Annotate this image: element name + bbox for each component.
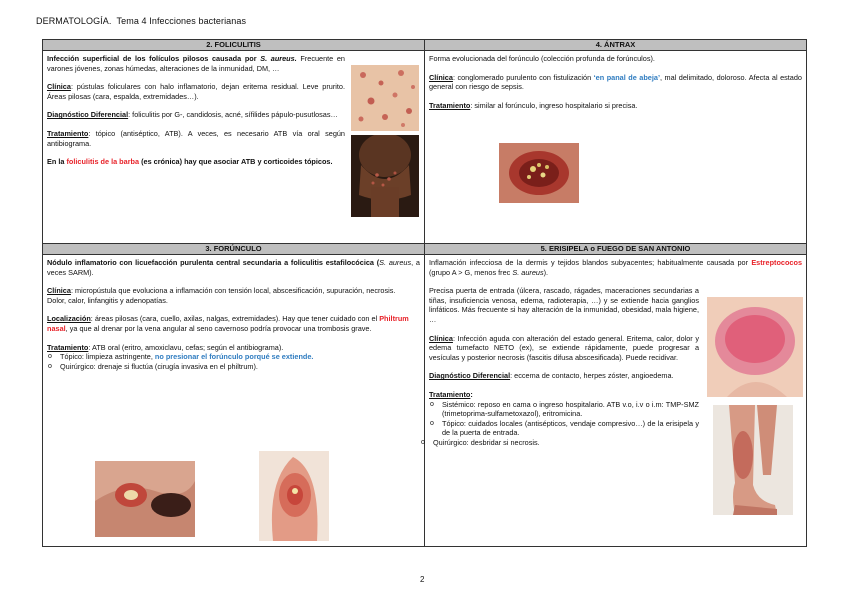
foruncu-section (43, 255, 425, 547)
erisipela-tratamiento: Tratamiento: (429, 389, 473, 399)
foruncu-heading: 3. FORÚNCULO (43, 244, 425, 255)
header-topic: Tema 4 Infecciones bacterianas (116, 16, 247, 26)
page-header (36, 16, 246, 26)
erisipela-treatment-list (429, 400, 699, 448)
antrax-tratamiento: Tratamiento: similar al forúnculo, ingreso hospitalario si precisa. (429, 100, 638, 110)
nasal-furuncle-photo (95, 461, 195, 537)
foruncu-treatment-list (47, 352, 420, 371)
finger-furuncle-photo (259, 451, 329, 541)
antrax-neck-photo (499, 143, 579, 203)
foliculitis-tratamiento: Tratamiento: tópico (antiséptico, ATB). A veces, es necesario ATB vía oral según antibiograma. (47, 128, 345, 148)
antrax-heading: 4. ÁNTRAX (425, 40, 807, 51)
foliculitis-clinica: Clínica: pústulas foliculares con halo inflamatorio, dejan eritema residual. Leve prurito. Áreas pilosas (cara, espalda, extremidades…). (47, 82, 345, 101)
antrax-clinica: Clínica: conglomerado purulento con fistulización ‘en panal de abeja’, mal delimitado, doloroso. Afecta al estado general con riesgo de sepsis. (429, 72, 802, 92)
folliculitis-skin-photo (351, 65, 419, 131)
erisipela-section (425, 255, 807, 547)
list-item: o Quirúrgico: drenaje si fluctúa (cirugía invasiva en el philtrum). (47, 362, 420, 372)
antrax-intro: Forma evolucionada del forúnculo (colección profunda de forúnculos). (429, 54, 655, 63)
list-item: o Quirúrgico: desbridar si necrosis. (420, 438, 699, 448)
erisipela-diagnostico: Diagnóstico Diferencial: eccema de contacto, herpes zóster, angioedema. (429, 371, 674, 381)
header-subject: DERMATOLOGÍA. (36, 16, 112, 26)
erisipela-puerta-entrada: Precisa puerta de entrada (úlcera, rascado, rágades, maceraciones secundarias a tiñas, insuficiencia venosa, edema, radioterapia, …) y se extiende hacia ganglios linfáticos. Más frecuente si hay alteración de la inmunidad, obesidad, mala higiene, … (429, 286, 699, 324)
foliculitis-intro: Infección superficial de los folículos pilosos causada por S. aureus. Frecuente en varones jóvenes, zonas húmedas, alteraciones de la inmunidad, DM, … (47, 54, 345, 73)
foliculitis-diagnostico: Diagnóstico Diferencial: foliculitis por G-, candidosis, acné, sífilides pápulo-pusutlosas… (47, 110, 338, 120)
erisipela-clinica: Clínica: Infección aguda con alteración del estado general. Eritema, calor, dolor y edema tumefacto NETO (ex), se extiende rápidamente, puede progresar a vesículas y posterior necrosis (fascitis difusa abscesificada). Puede recidivar. (429, 333, 699, 362)
foliculitis-barba: En la foliculitis de la barba (es crónica) hay que asociar ATB y corticoides tópicos. (47, 157, 333, 167)
antrax-section (425, 51, 807, 244)
foliculitis-heading: 2. FOLICULITIS (43, 40, 425, 51)
erysipelas-buttock-photo (707, 297, 803, 397)
foliculitis-section (43, 51, 425, 244)
erisipela-intro: Inflamación infecciosa de la dermis y tejidos blandos subyacentes; habitualmente causada por Estreptococos (grupo A > G, menos frec S. aureus). (429, 258, 802, 277)
page-number: 2 (420, 575, 425, 584)
erisipela-heading: 5. ERISIPELA o FUEGO DE SAN ANTONIO (425, 244, 807, 255)
list-item: o Tópico: cuidados locales (antisépticos, vendaje compresivo…) de la erisipela y de la puerta de entrada. (429, 419, 699, 438)
foruncu-localizacion: Localización: áreas pilosas (cara, cuello, axilas, nalgas, extremidades). Hay que tener cuidado con el Philtrum nasal, ya que al drenar por la vena angular al seno cavernoso podría provocar una trombosis grave. (47, 314, 409, 333)
beard-folliculitis-photo (351, 135, 419, 217)
foruncu-intro: Nódulo inflamatorio con licuefacción purulenta central secundaria a foliculitis estafilocócica (S. aureus, a veces SARM). (47, 258, 420, 277)
foruncu-clinica: Clínica: micropústula que evoluciona a inflamación con tensión local, abscesificación, supuración, necrosis. Dolor, calor, linfangitis y adenopatías. (47, 286, 396, 305)
erysipelas-leg-photo (713, 405, 793, 515)
list-item: o Sistémico: reposo en cama o ingreso hospitalario. ATB v.o, i.v o i.m: TMP-SMZ (trimetoprima-sulfametoxazol), eritromicina. (429, 400, 699, 419)
foruncu-tratamiento: Tratamiento: ATB oral (eritro, amoxiclavu, cefas; según el antibiograma). (47, 342, 284, 352)
list-item: o Tópico: limpieza astringente, no presionar el forúnculo porqué se extiende. (47, 352, 420, 362)
content-table (42, 39, 807, 547)
